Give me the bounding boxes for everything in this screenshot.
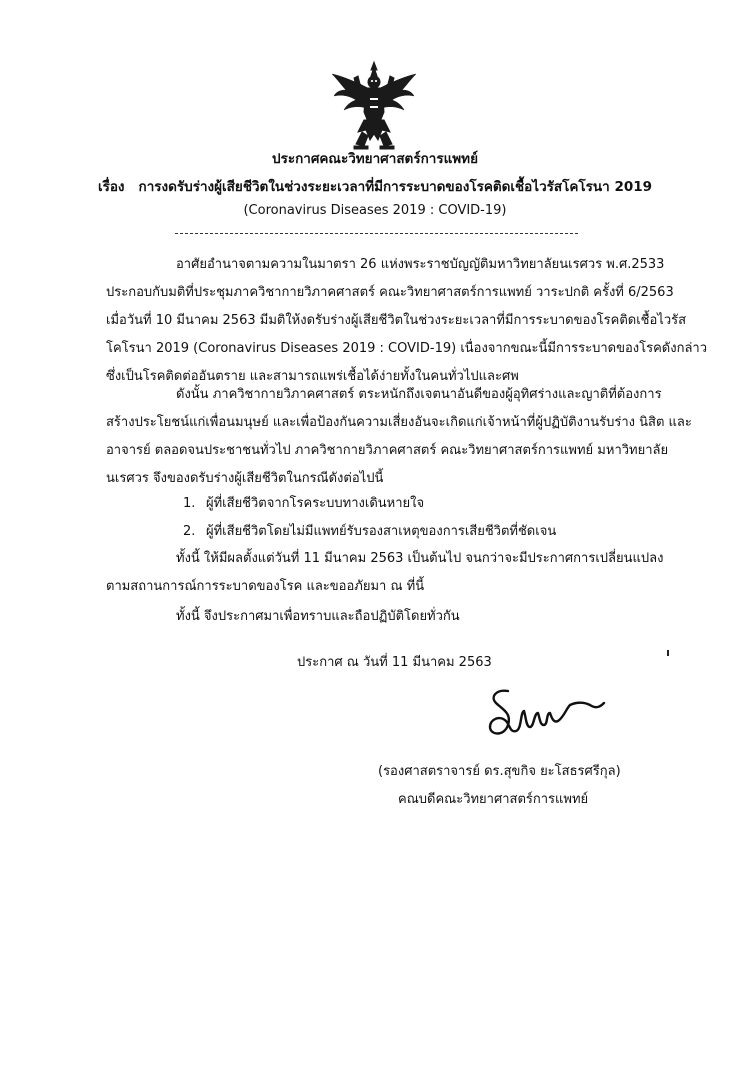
signatory-name: (รองศาสตราจารย์ ดร.สุขกิจ ยะโสธรศรีกุล) xyxy=(378,764,621,779)
subject-text: การงดรับร่างผู้เสียชีวิตในช่วงระยะเวลาที่มีการระบาดของโรคติดเชื้อไวรัสโคโรนา 2019 xyxy=(138,179,653,195)
announce-date: ประกาศ ณ วันที่ 11 มีนาคม 2563 xyxy=(297,655,492,670)
paragraph-line: ดังนั้น ภาควิชากายวิภาคศาสตร์ ตระหนักถึงเจตนาอันดีของผู้อุทิศร่างและญาติที่ต้องการ xyxy=(176,387,662,402)
list-item-number: 2. xyxy=(183,524,196,539)
ink-mark xyxy=(667,650,669,656)
paragraph-line: อาจารย์ ตลอดจนประชาชนทั่วไป ภาควิชากายวิภาคศาสตร์ คณะวิทยาศาสตร์การแพทย์ มหาวิทยาลัย xyxy=(106,443,669,458)
list-item-number: 1. xyxy=(183,496,196,511)
paragraph-line: นเรศวร จึงของดรับร่างผู้เสียชีวิตในกรณีดังต่อไปนี้ xyxy=(106,471,384,486)
paragraph-closing: ทั้งนี้ จึงประกาศมาเพื่อทราบและถือปฏิบัติโดยทั่วกัน xyxy=(176,609,460,624)
paragraph-line: ซึ่งเป็นโรคติดต่ออันตราย และสามารถแพร่เชื้อได้ง่ายทั้งในคนทั่วไปและศพ xyxy=(106,369,519,384)
announcement-title: ประกาศคณะวิทยาศาสตร์การแพทย์ xyxy=(272,151,478,167)
paragraph-effective xyxy=(106,545,686,601)
subject-label: เรื่อง xyxy=(97,179,125,195)
paragraph-line: เมื่อวันที่ 10 มีนาคม 2563 มีมติให้งดรับร่างผู้เสียชีวิตในช่วงระยะเวลาที่มีการระบาดของโรคติดเชื้อไวรัส xyxy=(106,313,687,328)
header-divider xyxy=(175,233,578,234)
exclusion-list xyxy=(183,490,556,546)
announcement-subject xyxy=(0,175,750,197)
paragraph-line: ทั้งนี้ ให้มีผลตั้งแต่วันที่ 11 มีนาคม 2563 เป็นต้นไป จนกว่าจะมีประกาศการเปลี่ยนแปลง xyxy=(176,551,664,566)
handwritten-signature-icon xyxy=(486,683,606,741)
announcement-subtitle: (Coronavirus Diseases 2019 : COVID-19) xyxy=(243,203,507,218)
paragraph-line: ประกอบกับมติที่ประชุมภาควิชากายวิภาคศาสตร์ คณะวิทยาศาสตร์การแพทย์ วาระปกติ ครั้งที่ 6/2563 xyxy=(106,285,674,300)
list-item-text: ผู้ที่เสียชีวิตจากโรคระบบทางเดินหายใจ xyxy=(206,496,425,511)
paragraph-authority xyxy=(106,251,708,391)
list-item xyxy=(183,518,556,546)
signatory-position: คณบดีคณะวิทยาศาสตร์การแพทย์ xyxy=(398,792,589,807)
list-item-text: ผู้ที่เสียชีวิตโดยไม่มีแพทย์รับรองสาเหตุของการเสียชีวิตที่ชัดเจน xyxy=(206,524,557,539)
paragraph-therefore xyxy=(106,381,692,493)
paragraph-line: ตามสถานการณ์การระบาดของโรค และขออภัยมา ณ ที่นี้ xyxy=(106,579,425,594)
paragraph-line: อาศัยอำนาจตามความในมาตรา 26 แห่งพระราชบัญญัติมหาวิทยาลัยนเรศวร พ.ศ.2533 xyxy=(176,257,665,272)
paragraph-line: โคโรนา 2019 (Coronavirus Diseases 2019 : COVID-19) เนื่องจากขณะนี้มีการระบาดของโรคดังกล่าว xyxy=(106,341,708,356)
garuda-emblem-icon xyxy=(328,60,420,152)
list-item xyxy=(183,490,556,518)
paragraph-line: สร้างประโยชน์แก่เพื่อนมนุษย์ และเพื่อป้องกันความเสี่ยงอันจะเกิดแก่เจ้าหน้าที่ผู้ปฏิบัติงานรับร่าง นิสิต และ xyxy=(106,415,692,430)
